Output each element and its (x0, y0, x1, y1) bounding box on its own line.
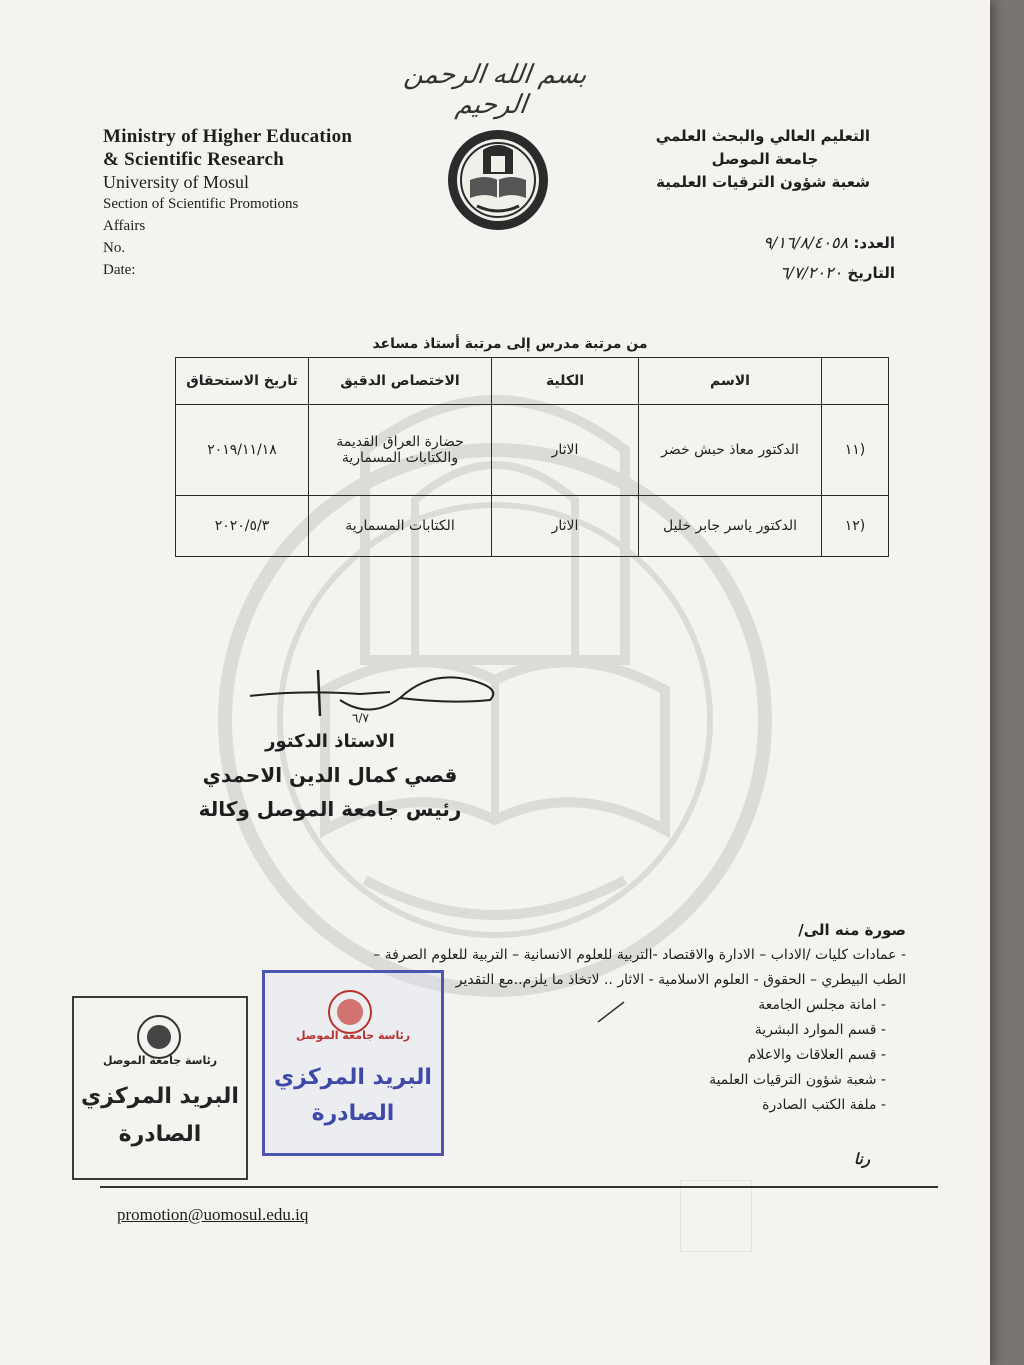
reference-date (665, 258, 895, 288)
stamp-line-2: الصادرة (311, 1101, 395, 1126)
contact-email: promotion@uomosul.edu.iq (117, 1205, 309, 1224)
handwritten-signature (240, 660, 510, 730)
basmala-heading: بسم الله الرحمن الرحيم (402, 60, 589, 120)
signatory-position: رئيس جامعة الموصل وكالة (198, 797, 462, 821)
row-college: الاثار (492, 405, 639, 496)
central-mail-stamp (72, 996, 248, 1180)
stamp-line-2: الصادرة (118, 1122, 202, 1147)
list-item: - قسم الموارد البشرية (186, 1018, 906, 1043)
promotions-table (175, 357, 889, 557)
reference-date-label: التاريخ (847, 264, 895, 282)
row-date: ٢٠٢٠/٥/٣ (176, 496, 309, 557)
row-specialty: حضارة العراق القديمة والكتابات المسمارية (309, 405, 492, 496)
faint-impression (680, 1180, 752, 1252)
university-line: University of Mosul (103, 171, 249, 192)
header-cell-index (822, 358, 889, 405)
arabic-university-line: جامعة الموصل (711, 150, 819, 168)
row-college: الاثار (492, 496, 639, 557)
arabic-letterhead (570, 125, 870, 194)
copies-colleges-line-2: الطب البيطري – الحقوق - العلوم الاسلامية - الاثار .. لاتخاذ ما يلزم..مع التقدير (455, 972, 906, 988)
pen-stroke-mark (596, 1000, 626, 1024)
signature-date-mark: ٦/٧ (352, 711, 369, 725)
central-mail-stamp-blue (262, 970, 444, 1156)
row-name: الدكتور معاذ حبش خضر (639, 405, 822, 496)
signatory-title: الاستاذ الدكتور (265, 731, 395, 752)
header-cell-college: الكلية (492, 358, 639, 405)
reference-number (665, 228, 895, 258)
table-header-row (176, 358, 889, 405)
arabic-section-line: شعبة شؤون الترقيات العلمية (656, 173, 870, 191)
copies-colleges-line: - عمادات كليات /الاداب – الادارة والاقتصاد -التربية للعلوم الانسانية – التربية للعلوم الصرفة – (373, 947, 906, 963)
stamp-ring-text: رئاسة جامعة الموصل (102, 1054, 218, 1067)
row-number: (١١ (822, 405, 889, 496)
row-number: (١٢ (822, 496, 889, 557)
university-logo (445, 128, 551, 232)
typist-initials: رنا (854, 1150, 870, 1168)
table-row (176, 496, 889, 557)
copies-title: صورة منه الى/ (798, 921, 906, 939)
stamp-line-1: البريد المركزي (274, 1065, 432, 1090)
reference-number-label: العدد: (853, 234, 895, 252)
table-row (176, 405, 889, 496)
signatory-name: قصي كمال الدين الاحمدي (202, 763, 458, 787)
list-item: - قسم العلاقات والاعلام (186, 1043, 906, 1068)
header-cell-name: الاسم (639, 358, 822, 405)
subject-line: من مرتبة مدرس إلى مرتبة أستاذ مساعد (372, 336, 648, 352)
footer-divider (100, 1186, 938, 1188)
row-date: ٢٠١٩/١١/١٨ (176, 405, 309, 496)
ministry-line: Ministry of Higher Education (103, 126, 353, 147)
no-label: No. (103, 240, 126, 257)
reference-block (665, 228, 895, 288)
stamp-ring-text: رئاسة جامعة الموصل (295, 1029, 411, 1042)
row-name: الدكتور ياسر جابر خليل (639, 496, 822, 557)
header-cell-specialty: الاختصاص الدقيق (309, 358, 492, 405)
research-line: & Scientific Research (103, 148, 285, 170)
english-letterhead (103, 126, 403, 281)
list-item: - امانة مجلس الجامعة (186, 993, 906, 1018)
stamp-line-1: البريد المركزي (81, 1084, 239, 1109)
header-cell-date: تاريخ الاستحقاق (176, 358, 309, 405)
arabic-ministry-line: التعليم العالي والبحث العلمي (655, 127, 870, 145)
date-label: Date: (103, 262, 136, 279)
reference-number-value: ٩/١٦/٨/٤٠٥٨ (763, 233, 849, 252)
affairs-line: Affairs (103, 218, 146, 235)
reference-date-value: ٦/٧/٢٠٢٠ (779, 263, 843, 282)
row-specialty: الكتابات المسمارية (309, 496, 492, 557)
list-item: - شعبة شؤون الترقيات العلمية (186, 1068, 906, 1093)
section-line: Section of Scientific Promotions (103, 196, 299, 213)
list-item: - ملفة الكتب الصادرة (186, 1093, 906, 1118)
signatory-block (190, 726, 470, 826)
